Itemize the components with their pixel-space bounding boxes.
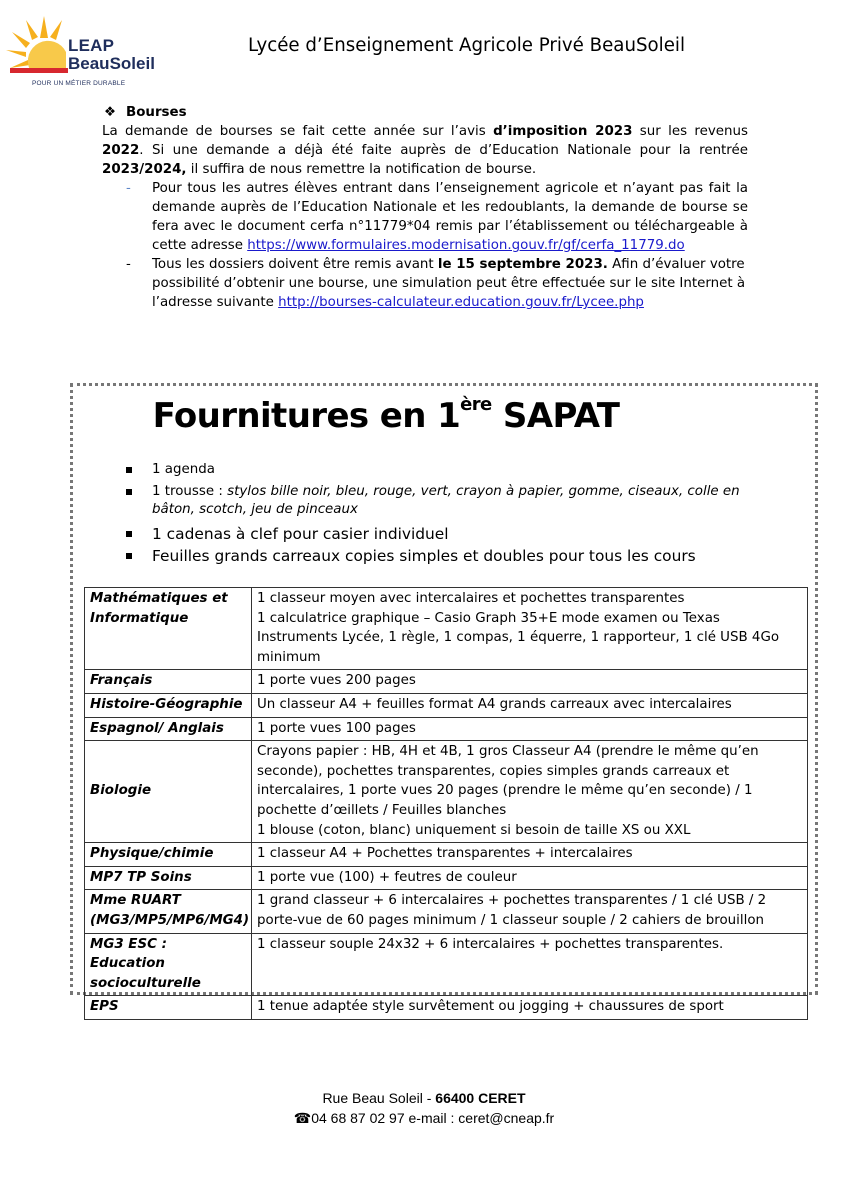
calculator-link[interactable]: http://bourses-calculateur.education.gouv.fr/Lycee.php	[278, 295, 644, 310]
list-item	[126, 523, 756, 545]
diamond-bullet-icon: ❖	[104, 105, 117, 120]
item-line: 1 classeur moyen avec intercalaires et pochettes transparentes	[257, 591, 685, 606]
item-text: Afin d’évaluer votre possibilité d’obtenir une bourse, une simulation peut être effectuée sur le site Internet à l’adresse suivante	[152, 257, 746, 310]
para-bold-year: 2022	[102, 143, 140, 158]
fournitures-title	[70, 396, 702, 436]
subject-cell: Biologie	[85, 741, 252, 843]
para-text: . Si une demande a déjà été faite auprès de d’Education Nationale pour la rentrée	[139, 143, 748, 158]
trousse-items: stylos bille noir, bleu, rouge, vert, crayon à papier, gomme, ciseaux, colle en bâton, scotch, jeu de pinceaux	[152, 484, 740, 517]
item-line: 1 tenue adaptée style survêtement ou jogging + chaussures de sport	[257, 999, 724, 1015]
bourses-paragraph	[102, 122, 748, 179]
para-bold-rentree: 2023/2024,	[102, 162, 187, 177]
subject-cell: Histoire-Géographie	[85, 693, 252, 717]
item-text: Pour tous les autres élèves entrant dans l’enseignement agricole et n’ayant pas fait la demande auprès de l’Education Nationale et les redoublants, la demande de bourse se fera avec le document cerfa n°11779*04 remis par l’établissement ou téléchargeable à cette adresse	[152, 181, 748, 253]
para-bold-imposition: d’imposition 2023	[493, 124, 633, 139]
title-superscript: ère	[460, 394, 492, 415]
item-line: 1 calculatrice graphique – Casio Graph 35+E mode examen ou Texas Instruments Lycée, 1 règle, 1 compas, 1 équerre, 1 rapporteur, 1 clé USB 4Go minimum	[257, 610, 780, 665]
bourses-heading-text: Bourses	[126, 105, 187, 120]
deadline-date: le 15 septembre 2023.	[437, 257, 608, 272]
item-text: Tous les dossiers doivent être remis avant	[152, 257, 438, 272]
subject-cell: Mathématiques et Informatique	[85, 588, 252, 670]
list-item-text: Feuilles grands carreaux copies simples et doubles pour tous les cours	[152, 547, 696, 565]
item-line: 1 classeur A4 + Pochettes transparentes + intercalaires	[257, 846, 633, 862]
item-line: 1 blouse (coton, blanc) uniquement si besoin de taille XS ou XXL	[257, 822, 691, 838]
items-cell	[252, 693, 808, 717]
table-row	[85, 717, 808, 741]
footer-contact	[0, 1110, 848, 1127]
list-item	[126, 483, 756, 519]
items-cell	[252, 996, 808, 1020]
list-item-text: 1 trousse :	[152, 484, 228, 499]
table-row	[85, 890, 808, 933]
square-bullet-icon	[126, 531, 132, 537]
item-line: 1 grand classeur + 6 intercalaires + pochettes transparentes / 1 clé USB / 2 porte-vue de 60 pages minimum / 1 classeur souple / 2 cahiers de brouillon	[257, 893, 767, 928]
subject-cell: MP7 TP Soins	[85, 866, 252, 890]
table-row	[85, 933, 808, 996]
para-text: La demande de bourses se fait cette année sur l’avis	[102, 124, 494, 139]
dash-bullet: -	[126, 181, 131, 196]
table-row	[85, 996, 808, 1020]
square-bullet-icon	[126, 489, 132, 495]
items-cell	[252, 843, 808, 867]
item-line: Crayons papier : HB, 4H et 4B, 1 gros Classeur A4 (prendre le même qu’en seconde), pochettes transparentes, copies simples grands carreaux et intercalaires, 1 porte vues 20 pages (prendre le même qu’en seconde) / 1 pochette d’œillets / Feuilles blanches	[257, 744, 759, 818]
para-text: il suffira de nous remettre la notification de bourse.	[186, 162, 537, 177]
bourses-item-cerfa	[102, 179, 748, 255]
table-row	[85, 588, 808, 670]
items-cell	[252, 890, 808, 933]
logo-leap-text: LEAP	[68, 36, 115, 55]
item-line: 1 porte vues 200 pages	[257, 673, 416, 689]
items-cell	[252, 741, 808, 843]
supplies-list	[126, 461, 756, 567]
item-line: Un classeur A4 + feuilles format A4 grands carreaux avec intercalaires	[257, 696, 732, 712]
table-row	[85, 670, 808, 694]
title-end: SAPAT	[491, 396, 620, 436]
list-item	[126, 461, 756, 479]
items-cell	[252, 866, 808, 890]
subject-cell: Espagnol/ Anglais	[85, 717, 252, 741]
cerfa-link[interactable]: https://www.formulaires.modernisation.gouv.fr/gf/cerfa_11779.do	[247, 238, 685, 253]
table-row	[85, 693, 808, 717]
subject-cell: Mme RUART (MG3/MP5/MP6/MG4)	[85, 890, 252, 933]
logo-slogan: POUR UN MÉTIER DURABLE	[32, 80, 126, 87]
subject-cell: Français	[85, 670, 252, 694]
table-row	[85, 741, 808, 843]
leap-logo	[4, 10, 164, 94]
square-bullet-icon	[126, 467, 132, 473]
item-line: 1 porte vue (100) + feutres de couleur	[257, 869, 517, 885]
list-item	[126, 545, 756, 567]
footer-address	[0, 1090, 848, 1106]
address-city: 66400 CERET	[435, 1090, 526, 1106]
phone-icon: ☎	[293, 1110, 312, 1126]
list-item-text: 1 agenda	[152, 462, 215, 477]
table-row	[85, 866, 808, 890]
subject-cell: Physique/chimie	[85, 843, 252, 867]
bourses-item-deadline	[102, 255, 748, 312]
school-title: Lycée d’Enseignement Agricole Privé BeauSoleil	[248, 35, 685, 56]
items-cell	[252, 717, 808, 741]
square-bullet-icon	[126, 553, 132, 559]
bourses-heading	[104, 103, 748, 122]
subject-cell: MG3 ESC : Education socioculturelle	[85, 933, 252, 996]
title-main: Fournitures en 1	[152, 396, 461, 436]
para-text: sur les revenus	[632, 124, 748, 139]
contact-text: 04 68 87 02 97 e-mail : ceret@cneap.fr	[311, 1110, 555, 1126]
list-item-text: 1 cadenas à clef pour casier individuel	[152, 525, 449, 543]
supplies-table	[84, 587, 808, 1020]
items-cell	[252, 588, 808, 670]
table-row	[85, 843, 808, 867]
item-line: 1 classeur souple 24x32 + 6 intercalaires + pochettes transparentes.	[257, 936, 724, 952]
item-line: 1 porte vues 100 pages	[257, 720, 416, 736]
bourses-section	[102, 103, 748, 312]
items-cell	[252, 933, 808, 996]
address-street: Rue Beau Soleil -	[322, 1090, 436, 1106]
subject-cell: EPS	[85, 996, 252, 1020]
logo-beausoleil-text: BeauSoleil	[68, 54, 155, 73]
items-cell	[252, 670, 808, 694]
dash-bullet: -	[126, 257, 131, 272]
